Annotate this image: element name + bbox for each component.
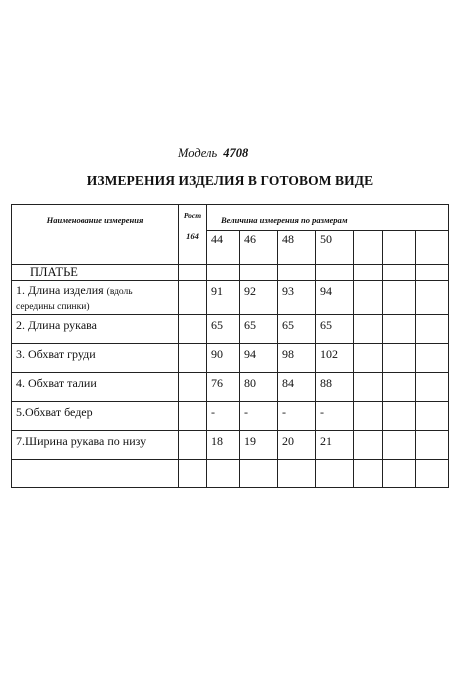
page-title: ИЗМЕРЕНИЯ ИЗДЕЛИЯ В ГОТОВОМ ВИДЕ <box>86 173 374 188</box>
empty-cell <box>383 373 416 402</box>
value-cell: 94 <box>316 281 354 315</box>
value-cell: 65 <box>316 315 354 344</box>
value-cell: 93 <box>278 281 316 315</box>
table-row <box>12 373 449 402</box>
table-row-empty <box>12 460 449 488</box>
size-cell-empty <box>354 231 383 265</box>
height-cell <box>179 373 207 402</box>
size-cell-empty <box>383 231 416 265</box>
empty-cell <box>354 281 383 315</box>
empty-cell <box>207 460 240 488</box>
empty-cell <box>316 460 354 488</box>
size-cell: 48 <box>278 231 316 265</box>
header-measure-name-text: Наименование измерения <box>46 215 144 225</box>
measure-name: 5.Обхват бедер <box>12 402 179 431</box>
measure-name-text: 1. Длина изделия <box>16 283 104 297</box>
value-cell: - <box>207 402 240 431</box>
empty-cell <box>278 265 316 281</box>
height-cell <box>179 281 207 315</box>
measurements-sheet <box>11 204 449 488</box>
model-number: 4708 <box>223 146 249 160</box>
value-cell: - <box>240 402 278 431</box>
measure-note-2: середины спинки) <box>16 302 90 312</box>
measure-name: 2. Длина рукава <box>12 315 179 344</box>
empty-cell <box>416 315 449 344</box>
empty-cell <box>383 281 416 315</box>
empty-cell <box>416 373 449 402</box>
empty-cell <box>416 460 449 488</box>
empty-cell <box>416 431 449 460</box>
height-cell <box>179 344 207 373</box>
size-group-label: Величина измерения по размерам <box>221 215 348 225</box>
header-size-group <box>207 205 449 231</box>
empty-cell <box>416 344 449 373</box>
height-label: Рост <box>183 211 202 220</box>
empty-cell <box>354 373 383 402</box>
empty-cell <box>416 265 449 281</box>
header-measure-name <box>12 205 179 265</box>
empty-cell <box>12 460 179 488</box>
value-cell: 94 <box>240 344 278 373</box>
empty-cell <box>240 265 278 281</box>
size-cell: 44 <box>207 231 240 265</box>
height-value: 164 <box>186 231 199 241</box>
empty-cell <box>354 344 383 373</box>
value-cell: 65 <box>240 315 278 344</box>
height-cell <box>179 315 207 344</box>
value-cell: 98 <box>278 344 316 373</box>
size-cell-empty <box>416 231 449 265</box>
value-cell: 65 <box>278 315 316 344</box>
empty-cell <box>316 265 354 281</box>
empty-cell <box>240 460 278 488</box>
table-row <box>12 402 449 431</box>
empty-cell <box>354 402 383 431</box>
value-cell: 80 <box>240 373 278 402</box>
value-cell: 102 <box>316 344 354 373</box>
height-cell <box>179 431 207 460</box>
model-label: Модель <box>178 146 218 160</box>
value-cell: 84 <box>278 373 316 402</box>
table-row <box>12 315 449 344</box>
value-cell: - <box>278 402 316 431</box>
measure-name: 4. Обхват талии <box>12 373 179 402</box>
section-row <box>12 265 449 281</box>
measure-note: (вдоль <box>106 287 133 297</box>
table-row <box>12 431 449 460</box>
empty-cell <box>416 402 449 431</box>
empty-cell <box>354 315 383 344</box>
value-cell: 21 <box>316 431 354 460</box>
empty-cell <box>383 344 416 373</box>
value-cell: 91 <box>207 281 240 315</box>
measurements-table <box>11 204 449 488</box>
table-row <box>12 281 449 315</box>
empty-cell <box>207 265 240 281</box>
value-cell: 18 <box>207 431 240 460</box>
size-cell: 50 <box>316 231 354 265</box>
empty-cell <box>179 460 207 488</box>
section-label: ПЛАТЬЕ <box>12 265 179 281</box>
value-cell: 20 <box>278 431 316 460</box>
value-cell: - <box>316 402 354 431</box>
value-cell: 19 <box>240 431 278 460</box>
empty-cell <box>383 402 416 431</box>
header-row <box>12 205 449 231</box>
size-cell: 46 <box>240 231 278 265</box>
empty-cell <box>354 431 383 460</box>
empty-cell <box>383 265 416 281</box>
header-height <box>179 205 207 265</box>
measure-name <box>12 281 179 315</box>
empty-cell <box>354 265 383 281</box>
value-cell: 76 <box>207 373 240 402</box>
empty-cell <box>383 315 416 344</box>
height-cell <box>179 402 207 431</box>
empty-cell <box>354 460 383 488</box>
empty-cell <box>179 265 207 281</box>
empty-cell <box>383 460 416 488</box>
empty-cell <box>383 431 416 460</box>
model-line <box>178 146 248 161</box>
value-cell: 88 <box>316 373 354 402</box>
table-row <box>12 344 449 373</box>
value-cell: 90 <box>207 344 240 373</box>
empty-cell <box>278 460 316 488</box>
measure-name: 7.Ширина рукава по низу <box>12 431 179 460</box>
measure-name: 3. Обхват груди <box>12 344 179 373</box>
value-cell: 92 <box>240 281 278 315</box>
value-cell: 65 <box>207 315 240 344</box>
empty-cell <box>416 281 449 315</box>
